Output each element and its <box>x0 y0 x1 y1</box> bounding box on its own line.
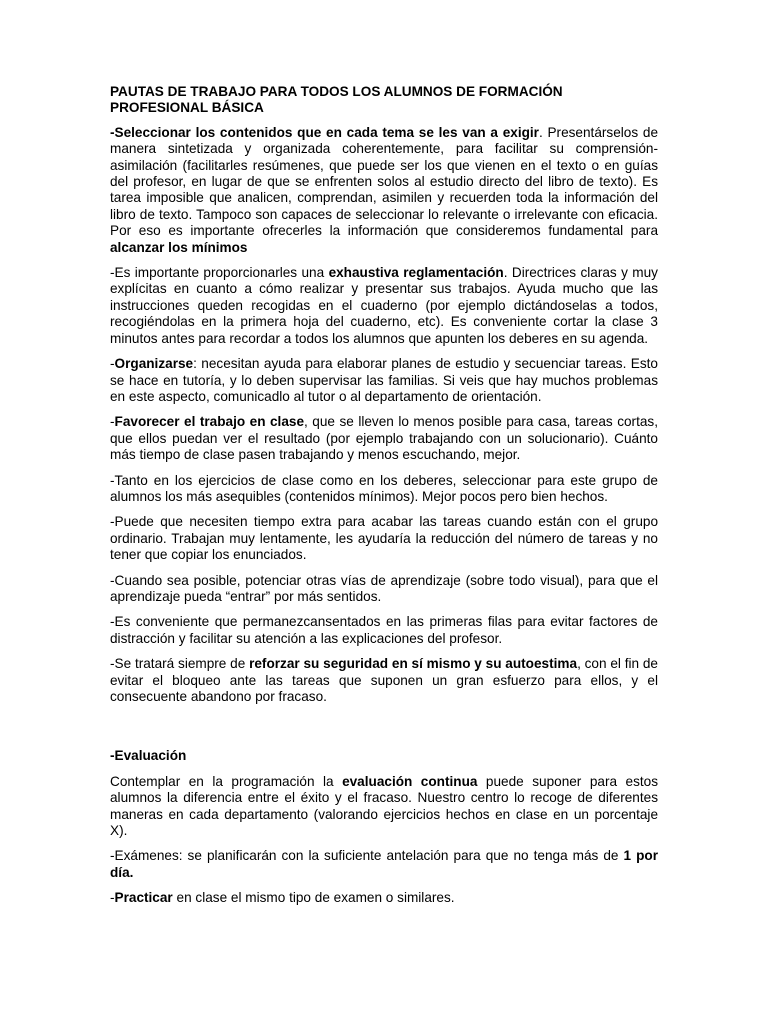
bold-text: 1 por día. <box>110 848 659 880</box>
body-text: puede suponer para estos alumnos la diferencia entre el éxito y el fracaso. Nuestro centro lo recoge de diferentes maneras en cada departamento (valorando ejercicios hechos en clase en un porcentaje X). <box>110 773 658 839</box>
paragraph-primeras-filas: -Es conveniente que permanezcansentados en las primeras filas para evitar factores de distracción y facilitar su atención a las explicaciones del profesor. <box>110 614 658 646</box>
body-text: en clase el mismo tipo de examen o similares. <box>172 890 455 906</box>
paragraph-vias-aprendizaje: -Cuando sea posible, potenciar otras vías de aprendizaje (sobre todo visual), para que el aprendizaje pueda “entrar” por más sentidos. <box>110 572 658 604</box>
body-text: . Directrices claras y muy explícitas en cuanto a cómo realizar y presentar sus trabajos. Ayuda mucho que las instrucciones queden recogidas en el cuaderno (por ejemplo dictándoselas a todos, recogiéndolas en la primera hoja del cuaderno, etc). Es conveniente cortar la clase 3 minutos antes para recordar a todos los alumnos que apunten los deberes en su agenda. <box>110 265 658 346</box>
paragraph-ejercicios: -Tanto en los ejercicios de clase como en los deberes, seleccionar para este grupo de alumnos los más asequibles (contenidos mínimos). Mejor pocos pero bien hechos. <box>110 472 658 504</box>
document-page <box>110 84 658 916</box>
body-text: , con el fin de evitar el bloqueo ante las tareas que suponen un gran esfuerzo para ellos, y el consecuente abandono por fracaso. <box>110 656 658 704</box>
paragraph-organizarse <box>110 356 658 405</box>
body-text: - <box>110 414 115 430</box>
paragraph-seleccionar-contenidos <box>110 125 658 256</box>
bold-text: evaluación continua <box>342 773 478 789</box>
bold-text: -Seleccionar los contenidos que en cada tema se les van a exigir <box>110 124 539 140</box>
body-text: - <box>110 890 115 906</box>
paragraph-examenes <box>110 848 658 881</box>
paragraph-evaluacion-continua <box>110 774 658 840</box>
body-text: - <box>110 356 115 372</box>
body-text: , que se lleven lo menos posible para casa, tareas cortas, que ellos puedan ver el resultado (por ejemplo trabajando con un solucionario). Cuánto más tiempo de clase pasen trabajando y menos escuchando, mejor. <box>110 414 658 463</box>
bold-text: reforzar su seguridad en sí mismo y su autoestima <box>249 656 578 672</box>
paragraph-practicar <box>110 890 658 906</box>
section-heading-evaluacion: -Evaluación <box>110 748 187 764</box>
bold-text: Favorecer el trabajo en clase <box>114 414 305 430</box>
body-text: Contemplar en la programación la <box>110 773 343 789</box>
bold-text: Organizarse <box>114 356 194 372</box>
body-text: -Exámenes: se planificarán con la suficiente antelación para que no tenga más de <box>110 848 624 864</box>
paragraph-autoestima <box>110 656 658 705</box>
body-text: -Es importante proporcionarles una <box>110 265 329 281</box>
paragraph-reglamentacion <box>110 265 658 347</box>
body-text: -Se tratará siempre de <box>110 656 250 672</box>
section-spacer <box>110 714 658 748</box>
paragraph-trabajo-en-clase <box>110 414 658 463</box>
bold-text: exhaustiva reglamentación <box>328 265 504 281</box>
body-text: . Presentárselos de manera sintetizada y organizada coherentemente, para facilitar su comprensión-asimilación (facilitarles resúmenes, que puede ser los que vienen en el texto o en guías del profesor, en lugar de que se enfrenten solos al estudio directo del libro de texto). Es tarea imposible que analicen, comprendan, asimilen y recuerden toda la información del libro de texto. Tampoco son capaces de seleccionar lo relevante o irrelevante con eficacia. Por eso es importante ofrecerles la información que consideremos fundamental para <box>110 124 658 239</box>
bold-text: alcanzar los mínimos <box>110 239 248 255</box>
bold-text: Practicar <box>114 890 173 906</box>
body-text: : necesitan ayuda para elaborar planes de estudio y secuenciar tareas. Esto se hace en tutoría, y lo deben supervisar las familias. Si veis que hay muchos problemas en este aspecto, comunicadlo al tutor o al departamento de orientación. <box>110 356 658 404</box>
document-title: PAUTAS DE TRABAJO PARA TODOS LOS ALUMNOS DE FORMACIÓN PROFESIONAL BÁSICA <box>110 84 563 116</box>
paragraph-tiempo-extra: -Puede que necesiten tiempo extra para acabar las tareas cuando están con el grupo ordinario. Trabajan muy lentamente, les ayudaría la reducción del número de tareas y no tener que copiar los enunciados. <box>110 514 658 563</box>
